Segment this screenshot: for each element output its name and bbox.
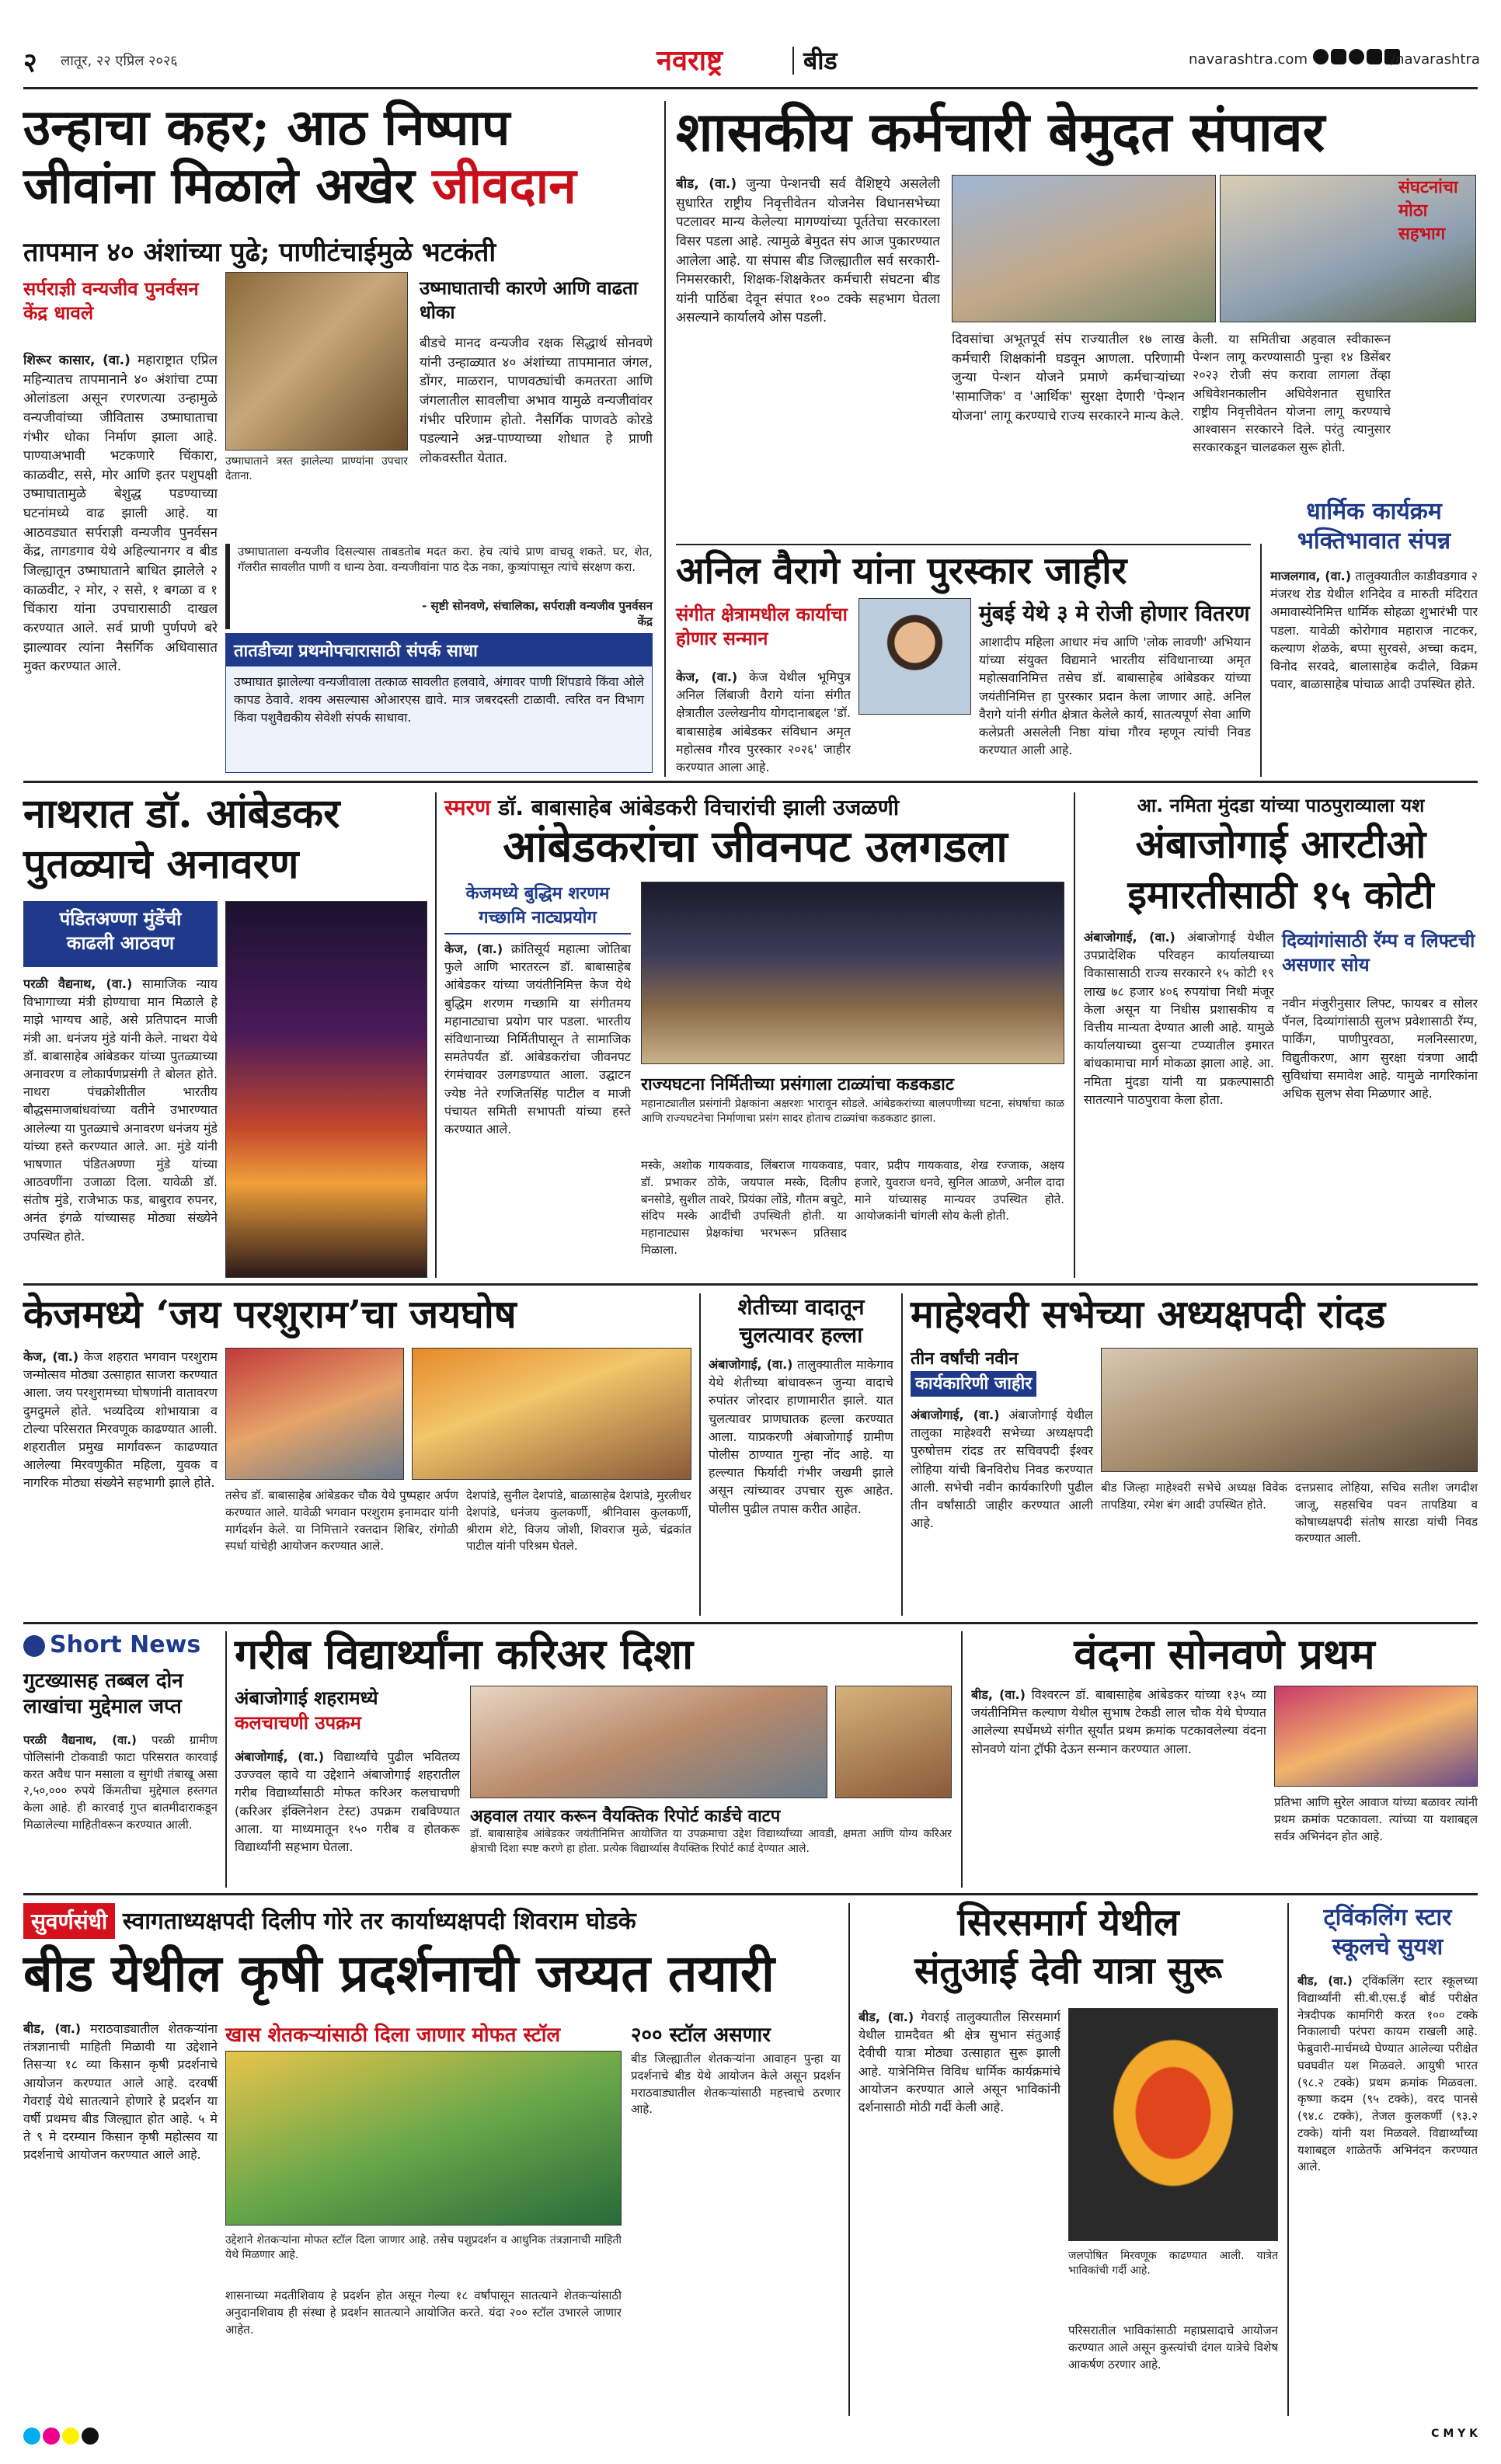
instagram-icon[interactable]	[1331, 49, 1346, 64]
cyan-dot	[23, 2427, 40, 2445]
a13-kicker-text: स्वागताध्यक्षपदी दिलीप गोरे तर कार्याध्यक्षपदी शिवराम घोडके	[122, 1908, 636, 1935]
a6-title: आंबेडकरांचा जीवनपट उलगडला	[503, 821, 1008, 872]
a8-body3: देशपांडे, सुनील देशपांडे, बाळासाहेब देशपांडे, मुरलीधर देशपांडे, धनंजय कुलकर्णी, श्रीनिवास कुलकर्णी, श्रीराम शेटे, विजय जोशी, शिवराज मुळे, चंद्रकांत पाटील यांनी परिश्रम घेतले.	[466, 1488, 691, 1554]
short-body-text: परळी ग्रामीण पोलिसांनी टोकवाडी फाटा परिसरात कारवाई करत अवैध पान मसाला व सुगंधी तंबाखू असा २,५०,००० रुपये किंमतीचा मुद्देमाल हस्तगत केला आहे. ही कारवाई गुप्त बातमीदाराकडून मिळालेल्या माहितीवरून करण्यात आली.	[23, 1733, 218, 1832]
a1-box-title: उष्माघाताची कारणे आणि वाढता धोका	[420, 277, 639, 324]
a2-body1	[676, 175, 940, 540]
divider-a6-a7	[1074, 792, 1075, 1278]
a5-sub-box	[23, 901, 218, 967]
a7-side-title: दिव्यांगांसाठी रॅम्प व लिफ्टची असणार सोय	[1282, 929, 1475, 976]
a11-body-text: विद्यार्थ्यांचे पुढील भवितव्य उज्ज्वल व्हावे या उद्देशाने अंबाजोगाई शहरातील गरीब विद्यार्थ्यांसाठी मोफत करिअर कलचाचणी (करिअर इंक्लिनेशन टेस्ट) उपक्रम राबविण्यात आला. या माध्यमातून १५० गरीब व होतकरू विद्यार्थ्यांनी सहभाग घेतला.	[235, 1749, 460, 1854]
a12-photo-award	[1274, 1686, 1478, 1787]
social-handle[interactable]: /navarashtra	[1391, 51, 1480, 68]
a13-sub2: २०० स्टॉल असणार	[631, 2024, 771, 2047]
a8-body2: तसेच डॉ. बाबासाहेब आंबेडकर चौक येथे पुष्पहार अर्पण करण्यात आले. यावेळी भगवान परशुराम इनामदार यांनी मार्गदर्शन केले. या निमित्ताने रक्तदान शिबिर, रांगोळी स्पर्धा यांचेही आयोजन करण्यात आले.	[225, 1488, 458, 1554]
a12-body2: प्रतिभा आणि सुरेल आवाज यांच्या बळावर त्यांनी प्रथम क्रमांक पटकावला. त्यांच्या या यशाबद्दल सर्वत्र अभिनंदन होत आहे.	[1274, 1795, 1478, 1843]
a13-body	[23, 2020, 218, 2416]
a10-deck-l1: तीन वर्षांची नवीन	[911, 1349, 1019, 1369]
a2-body2: दिवसांचा अभूतपूर्व संप राज्यातील १७ लाख कर्मचारी शिक्षकांनी घडवून आणला. परिणामी जुन्या पेन्शन योजने प्रमाणे कर्मचाऱ्यांच्या 'सामाजिक' व 'आर्थिक' सुरक्षा देणारी 'पेन्शन योजना' लागू करण्याचे राज्य सरकारने मान्य केले.	[952, 332, 1185, 424]
masthead-rule	[23, 87, 1478, 89]
a15-byline: बीड, (वा.)	[1297, 1974, 1353, 1988]
a2-side-title: संघटनांचा मोठा सहभाग	[1398, 177, 1458, 244]
a11-deck-l2: कलचाचणी उपक्रम	[235, 1711, 361, 1735]
a6-caption: महानाट्यातील प्रसंगांनी प्रेक्षकांना अक्षरशः भारावून सोडले. आंबेडकरांच्या बालपणीच्या घटना, संघर्षाचा काळ आणि राज्यघटनेचा निर्माणाचा प्रसंग सादर होताच टाळ्यांचा कडकडाट झाला.	[641, 1098, 1064, 1125]
a3-body1	[676, 668, 851, 777]
divider-a3-a4	[1260, 544, 1262, 777]
rule-row3	[23, 1283, 1478, 1286]
a10-body2: दत्तप्रसाद लोहिया, सचिव सतीश जगदीश जाजू, सहसचिव पवन तापडिया व कोषाध्यक्षपदी संतोष सारडा यांची निवड करण्यात आली.	[1295, 1481, 1478, 1546]
divider-a9-a10	[901, 1293, 903, 1616]
a6-kicker-red: स्मरण	[444, 795, 491, 820]
a5-byline: परळी वैद्यनाथ, (वा.)	[23, 976, 133, 991]
rule-row2	[23, 781, 1478, 783]
a13-caption: उद्देशाने शेतकऱ्यांना मोफत स्टॉल दिला जाणार आहे. तसेच पशुप्रदर्शन व आधुनिक तंत्रज्ञानाची माहिती येथे मिळणार आहे.	[225, 2234, 622, 2261]
short-body	[23, 1732, 218, 1888]
a15-body	[1297, 1973, 1478, 2416]
a14-body2: परिसरातील भाविकांसाठी महाप्रसादाचे आयोजन करण्यात आले असून कुस्त्यांची दंगल यात्रेचे विशेष आकर्षण ठरणार आहे.	[1068, 2323, 1278, 2372]
a11-title: गरीब विद्यार्थ्यांना करिअर दिशा	[235, 1629, 694, 1679]
a9-body	[709, 1356, 893, 1616]
issue-date: लातूर, २२ एप्रिल २०२६	[61, 53, 178, 69]
a14-body-text: गेवराई तालुक्यातील सिरसमार्ग येथील ग्रामदैवत श्री क्षेत्र सुभान संतुआई देवीची यात्रा मोठ्या उत्साहात सुरू झाली आहे. यात्रेनिमित्त विविध धार्मिक कार्यक्रमांचे आयोजन करण्यात आले असून भाविकांनी दर्शनासाठी मोठी गर्दी केली आहे.	[858, 2010, 1060, 2114]
divider-a13-a14	[848, 1903, 850, 2416]
divider-a8-a9	[699, 1293, 701, 1616]
a10-body-text: अंबाजोगाई येथील तालुका माहेश्वरी सभेच्या अध्यक्षपदी पुरुषोत्तम रांदड तर सचिवपदी ईश्वर लोहिया यांची बिनविरोध निवड करण्यात आली. सभेची नवीन कार्यकारिणी पुढील तीन वर्षांसाठी जाहीर करण्यात आली आहे.	[911, 1408, 1093, 1531]
a5-title-l2: पुतळ्याचे अनावरण	[23, 840, 299, 888]
short-news-label-text: Short News	[50, 1631, 201, 1658]
edition-divider	[792, 47, 794, 75]
a9-body-text: तालुक्यातील माकेगाव येथे शेतीच्या बांधावरून जुन्या वादाचे रुपांतर जोरदार हाणामारीत झाले. यात चुलत्यावर प्राणघातक हल्ला करण्यात आला. याप्रकरणी अंबाजोगाई ग्रामीण पोलीस ठाण्यात गुन्हा नोंद आहे. या हल्ल्यात फिर्यादी गंभीर जखमी झाले असून त्यांच्यावर उपचार सुरू आहेत. पोलीस पुढील तपास करीत आहेत.	[709, 1357, 893, 1516]
a11-photo-hall	[835, 1686, 952, 1798]
a10-deck	[911, 1348, 1093, 1397]
a2-byline: बीड, (वा.)	[676, 176, 737, 192]
a12-title: वंदना सोनवणे प्रथम	[1074, 1629, 1375, 1679]
a1-title-line1: उन्हाचा कहर; आठ निष्पाप	[23, 99, 510, 157]
a8-body-text: केज शहरात भगवान परशुराम जन्मोत्सव मोठ्या उत्साहात साजरा करण्यात आला. जय परशुरामच्या घोषणांनी वातावरण दुमदुमले होते. भव्यदिव्य शोभायात्रा व टोल्या परिसरात मिरवणूक काढण्यात आली. शहरातील प्रमुख मार्गांवरून काढण्यात आलेल्या मिरवणुकीत महिला, युवक व नागरिक मोठ्या संख्येने सहभागी झाले होते.	[23, 1349, 218, 1491]
a8-photo-bus	[225, 1348, 404, 1480]
a13-body-text: मराठवाड्यातील शेतकऱ्यांना तंत्रज्ञानाची माहिती मिळावी या उद्देशाने तिसऱ्या १८ व्या किसान कृषी प्रदर्शनाचे आयोजन करण्यात आले आहे. दरवर्षी गेवराई येथे सातत्याने होणारे हे प्रदर्शन या वर्षी प्रथमच बीड जिल्ह्यात होत आहे. ५ मे ते ९ मे दरम्यान किसान कृषी महोत्सव या प्रदर्शनाचे आयोजन करण्यात आले आहे.	[23, 2021, 218, 2163]
a2-title: शासकीय कर्मचारी बेमुदत संपावर	[676, 99, 1325, 164]
a1-body1-text: महाराष्ट्रात एप्रिल महिन्यातच तापमानाने ४० अंशांचा टप्पा ओलांडला असून रणरणत्या उन्हामुळे वन्यजीवांच्या जीवितास उष्माघाताचा गंभीर धोका निर्माण झाला आहे. पाण्याअभावी भटकणारे चिंकारा, काळवीट, ससे, मोर आणि इतर पशुपक्षी उष्माघातामुळे बेशुद्ध पडण्याच्या घटनांमध्ये वाढ झाली आहे. या आठवड्यात सर्पराज्ञी वन्यजीव पुनर्वसन केंद्र, तागडगाव येथे अहिल्यानगर व बीड जिल्ह्यातून उष्माघाताने बाधित झालेले २ काळवीट, २ मोर, २ ससे, १ बगळा व १ चिंकारा यांना उपचारासाठी दाखल करण्यात आले. सर्व प्राणी पुर्णपणे बरे झाल्यावर त्यांना नैसर्गिक अधिवासात मुक्त करण्यात आले.	[23, 353, 218, 675]
rule-row4	[23, 1622, 1478, 1624]
a13-body2: शासनाच्या मदतीशिवाय हे प्रदर्शन होत असून गेल्या १८ वर्षांपासून सातत्याने शेतकऱ्यांसाठी अनुदानशिवाय ही संस्था हे प्रदर्शन सातत्याने आयोजित करते. यंदा २०० स्टॉल उभारले जाणार आहेत.	[225, 2288, 622, 2337]
a9-title-l2: चुलत्यावर हल्ला	[739, 1322, 863, 1349]
a9-title-l1: शेतीच्या वादातून	[737, 1294, 865, 1320]
a3-photo-portrait	[858, 598, 971, 715]
a8-byline: केज, (वा.)	[23, 1349, 79, 1364]
rule-a3-top	[676, 544, 1251, 545]
yellow-dot	[62, 2427, 79, 2445]
a15-body-text: ट्विंकलिंग स्टार स्कूलच्या विद्यार्थ्यांनी सी.बी.एस.ई बोर्ड परीक्षेत नेत्रदीपक कामगिरी करत १०० टक्के निकालाची परंपरा कायम राखली आहे. फेब्रुवारी-मार्चमध्ये घेण्यात आलेल्या परीक्षेत घवघवीत यश मिळवले. आयुषी भारत (९८.२ टक्के) प्रथम क्रमांक मिळवला. कृष्णा कदम (९५ टक्के), वरद पानसे (९४.८ टक्के), तेजल कुलकर्णी (९३.२ टक्के) यांनी यश मिळवले. विद्यार्थ्यांच्या यशाबद्दल शाळेतर्फे अभिनंदन करण्यात आले.	[1297, 1974, 1478, 2174]
a6-deck-l1: केजमध्ये बुद्धिम शरणम	[465, 883, 610, 903]
a1-title-line2b: जीवदान	[432, 157, 576, 215]
a1-deck: तापमान ४० अंशांच्या पुढे; पाणीटंचाईमुळे भटकंती	[23, 237, 496, 268]
a12-body	[971, 1686, 1266, 1888]
black-dot	[82, 2427, 99, 2445]
a6-body-text: क्रांतिसूर्य महात्मा जोतिबा फुले आणि भारतरत्न डॉ. बाबासाहेब आंबेडकर यांच्या जयंतीनिमित्त केज येथे बुद्धिम शरणम गच्छामि या संगीतमय महानाट्याचा प्रयोग पार पडला. भारतीय संविधानाच्या निर्मितीपासून ते सामाजिक समतेपर्यंत डॉ. आंबेडकरांचा जीवनपट रंगमंचावर उलगडण्यात आला. उद्घाटन ज्येष्ठ नेते रणजितसिंह पाटील व माजी पंचायत समिती सभापती यांच्या हस्ते करण्यात आले.	[444, 941, 631, 1136]
a6-deck	[444, 882, 631, 934]
edition-name: बीड	[803, 46, 838, 75]
youtube-icon[interactable]	[1367, 49, 1382, 64]
a1-quote-text: उष्माघाताला वन्यजीव दिसल्यास ताबडतोब मदत करा. हेच त्यांचे प्राण वाचवू शकते. घर, शेत, गॅलरीत सावलीत पाणी व धान्य ठेवा. वन्यजीवांना पाठ देऊ नका, कुत्र्यांपासून त्यांचे संरक्षण करा.	[238, 545, 653, 575]
divider-a11-a12	[961, 1631, 963, 1888]
a6-byline: केज, (वा.)	[444, 941, 503, 956]
a6-body3: पवार, प्रदीप गायकवाड, शेख रज्जाक, अक्षय हजारे, युवराज धनवे, सुनिल आळणे, अनील दादा माने यांच्यासह मान्यवर उपस्थित होते. आयोजकांनी चांगली सोय केली होती.	[855, 1158, 1064, 1223]
a7-body	[1084, 928, 1274, 1278]
a10-photo-group	[1101, 1348, 1478, 1472]
a15-title	[1297, 1903, 1478, 1961]
a4-body-text: तालुक्यातील काडीवडगाव २ मंजरथ रोड येथील शनिदेव व मारुती मंदिरात अमावास्येनिमित्त धार्मिक सोहळा शुभारंभी पार पडला. यावेळी कोरोगाव महाराज नाटकर, कल्याण शेळके, बप्पा सुरवसे, अच्चा कदम, विनोद सरवदे, बालासाहेब कदीले, विक्रम पवार, बाळासाहेब पांचाळ आदी उपस्थित होते.	[1270, 569, 1478, 692]
a11-caption: डॉ. बाबासाहेब आंबेडकर जयंतीनिमित्त आयोजित या उपक्रमाचा उद्देश विद्यार्थ्यांच्या आवडी, क्षमता आणि योग्य करिअर क्षेत्राची दिशा स्पष्ट करणे हा होता. प्रत्येक विद्यार्थ्यास वैयक्तिक रिपोर्ट कार्ड देण्यात आले.	[470, 1828, 952, 1855]
a11-photo-students	[470, 1686, 827, 1798]
short-title: गुटख्यासह तब्बल दोन लाखांचा मुद्देमाल जप्त	[23, 1669, 183, 1718]
a1-byline: शिरूर कासार, (वा.)	[23, 353, 131, 368]
site-url[interactable]: navarashtra.com	[1189, 51, 1308, 68]
a2-photo-strike	[952, 175, 1216, 322]
a7-body-text: अंबाजोगाई येथील उपप्रादेशिक परिवहन कार्यालयाच्या विकासासाठी राज्य सरकारने १५ कोटी १९ लाख ७८ हजार ४०६ रुपयांचा निधी मंजूर केला असून या निधीस प्रशासकीय व वित्तीय मान्यता देण्यात आली आहे. यामुळे कार्यालयाच्या दुसऱ्या टप्प्यातील इमारत बांधकामाचा मार्ग मोकळा झाला आहे. आ. नमिता मुंदडा यांनी या प्रकल्पासाठी सातत्याने पाठपुरावा केला होता.	[1084, 930, 1274, 1107]
a9-title	[709, 1293, 893, 1350]
divider-a5-a6	[435, 792, 437, 1278]
a12-byline: बीड, (वा.)	[971, 1687, 1026, 1702]
a10-byline: अंबाजोगाई, (वा.)	[911, 1408, 1000, 1422]
a12-body-text: विश्वरत्न डॉ. बाबासाहेब आंबेडकर यांच्या १३५ व्या जयंतीनिमित्त कल्याण येथील सुभाष टेकडी लाल चौक येथे घेण्यात आलेल्या स्पर्धेमध्ये संगीत सूर्यांत प्रथम क्रमांक पटकावलेल्या वंदना सोनवणे यांना ट्रॉफी देऊन सन्मान करण्यात आला.	[971, 1687, 1266, 1756]
cmyk-marks	[23, 2427, 334, 2451]
a1-side-sub: सर्पराज्ञी वन्यजीव पुनर्वसन केंद्र धावले	[23, 277, 199, 325]
facebook-icon[interactable]	[1313, 49, 1329, 64]
a13-sub1: खास शेतकऱ्यांसाठी दिला जाणार मोफत स्टॉल	[225, 2024, 561, 2047]
a8-title: केजमध्ये ‘जय परशुराम’चा जयघोष	[23, 1291, 517, 1337]
a11-byline: अंबाजोगाई, (वा.)	[235, 1749, 325, 1764]
a11-deck	[235, 1686, 460, 1736]
a6-body	[444, 940, 631, 1278]
a10-title: माहेश्वरी सभेच्या अध्यक्षपदी रांदड	[911, 1291, 1386, 1337]
a1-contact-box	[225, 633, 653, 773]
a5-photo-statue	[225, 901, 427, 1278]
a14-title-l2: संतुआई देवी यात्रा सुरू	[914, 1949, 1223, 1992]
a1-photo-caption: उष्माघाताने त्रस्त झालेल्या प्राण्यांना उपचार देताना.	[225, 455, 408, 482]
a14-caption: जलपोषित मिरवणूक काढण्यात आली. यात्रेत भाविकांची गर्दी आहे.	[1068, 2250, 1278, 2277]
a1-contact-body: उष्माघात झालेल्या वन्यजीवाला तत्काळ सावलीत हलवावे, अंगावर पाणी शिंपडावे किंवा ओले कापड ठेवावे. शक्य असल्यास ओआरएस द्यावे. मात्र जबरदस्ती टाळावी. त्वरित वन विभाग किंवा पशुवैद्यकीय सेवेशी संपर्क साधावा.	[234, 674, 644, 726]
masthead	[23, 39, 1478, 85]
a6-caption-title: राज्यघटना निर्मितीच्या प्रसंगाला टाळ्यांचा कडकडाट	[641, 1074, 954, 1095]
a15-title-l2: स्कूलचे सुयश	[1332, 1933, 1444, 1961]
a5-title-l1: नाथरात डॉ. आंबेडकर	[23, 790, 340, 837]
a14-photo-deity	[1068, 2008, 1278, 2241]
a6-body2: मस्के, अशोक गायकवाड, लिंबराज गायकवाड, डॉ. प्रभाकर ठोके, जयपाल मस्के, दिलीप बनसोडे, सुशील तावरे, प्रियंका लोंडे, गौतम बचुटे, संदिप मस्के आदींची उपस्थिती होती. या महानाट्यास प्रेक्षकांचा भरभरून प्रतिसाद मिळाला.	[641, 1158, 847, 1257]
a10-body	[911, 1406, 1093, 1616]
a13-body3: बीड जिल्ह्यातील शेतकऱ्यांना आवाहन पुन्हा या प्रदर्शनाचे बीड येथे आयोजन केले असून प्रदर्शन मराठवाड्यातील शेतकऱ्यांसाठी महत्त्वाचे ठरणार आहे.	[631, 2052, 841, 2117]
a1-title-line2a: जीवांना मिळाले अखेर	[23, 157, 433, 215]
a2-body3: केली. या समितीचा अहवाल स्वीकारून पेन्शन लागू करण्यासाठी पुन्हा १४ डिसेंबर २०२३ रोजी संप करावा लागला तेंव्हा अधिवेशनकालीन अधिवेशनात सुधारित राष्ट्रीय निवृत्तीवेतन योजना लागू करण्याचे आश्वासन सरकारने दिले. परंतु त्यानुसार सरकारकडून चालढकल सुरू होती.	[1193, 332, 1391, 455]
short-news-icon	[23, 1635, 45, 1657]
a6-kicker-text: डॉ. बाबासाहेब आंबेडकरी विचारांची झाली उजळणी	[498, 795, 900, 820]
a7-side-body: नवीन मंजुरीनुसार लिफ्ट, फायबर व सोलर पॅनल, दिव्यांगांसाठी सुलभ प्रवेशासाठी रॅम्प, पार्किंग, पाणीपुरवठा, मलनिस्सारण, विद्युतीकरण, आग सुरक्षा यंत्रणा आदी सुविधांचा समावेश आहे. यामुळे नागरिकांना अधिक सुलभ सेवा मिळणार आहे.	[1282, 996, 1478, 1101]
a1-title-line2	[23, 159, 660, 213]
a7-kicker: आ. नमिता मुंदडा यांच्या पाठपुराव्याला यश	[1137, 795, 1425, 816]
a8-body	[23, 1348, 218, 1616]
a14-title-l1: सिरसमार्ग येथील	[957, 1901, 1179, 1944]
a3-body1-text: केज येथील भूमिपुत्र अनिल लिंबाजी वैरागे यांना संगीत क्षेत्रातील उल्लेखनीय योगदानाबद्दल 'डॉ. बाबासाहेब आंबेडकर संविधान अमृत महोत्सव गौरव पुरस्कार २०२६' जाहीर करण्यात आला आहे.	[676, 670, 851, 774]
a5-sub-l2: काढली आठवण	[66, 932, 175, 955]
a13-title: बीड येथील कृषी प्रदर्शनाची जय्यत तयारी	[23, 1943, 775, 2003]
a15-title-l1: ट्विंकलिंग स्टार	[1323, 1904, 1452, 1931]
a5-body-text: सामाजिक न्याय विभागाच्या मंत्री होण्याचा मान मिळाले हे माझे भाग्यच आहे, असे प्रतिपादन माजी मंत्री आ. धनंजय मुंडे यांनी केले. नाथरा येथे डॉ. बाबासाहेब आंबेडकर यांच्या पुतळ्याच्या अनावरण व लोकार्पणप्रसंगी ते बोलत होते. नाथरा पंचक्रोशीतील भारतीय बौद्धसमाजबांधवांच्या वतीने उभारण्यात आलेल्या या पुतळ्याचे अनावरण धनंजय मुंडे यांच्या हस्ते करण्यात आले. आ. मुंडे यांनी भाषणात पंडितअण्णा मुंडे यांच्या आठवणींना उजाळा दिला. यावेळी डॉ. संतोष मुंडे, राजेभाऊ फड, बाबुराव रुपनर, अनंत इंगळे यांच्यासह मोठ्या संख्येने उपस्थित होते.	[23, 976, 218, 1244]
a8-photo-procession	[412, 1348, 691, 1480]
a3-deck: संगीत क्षेत्रामधील कार्याचा होणार सन्मान	[676, 603, 848, 650]
a10-caption: बीड जिल्हा माहेश्वरी सभेचे अध्यक्ष विवेक तापडिया, रमेश बंग आदी उपस्थित होते.	[1101, 1481, 1287, 1512]
magenta-dot	[43, 2427, 60, 2445]
divider-short-a11	[225, 1631, 227, 1888]
a1-contact-title: तातडीच्या प्रथमोपचारासाठी संपर्क साधा	[226, 634, 652, 666]
a6-deck-l2: गच्छामि नाट्यप्रयोग	[479, 907, 597, 927]
a11-body	[235, 1748, 460, 1888]
brand-logo: नवराष्ट्र	[656, 44, 723, 77]
cmyk-label: C M Y K	[1431, 2427, 1478, 2440]
a13-photo-banner	[225, 2051, 622, 2226]
a10-deck-l2: कार्यकारिणी जाहीर	[911, 1371, 1036, 1397]
a13-kicker	[23, 1903, 839, 1942]
a14-byline: बीड, (वा.)	[858, 2010, 914, 2024]
a1-quote-author: - सृष्टी सोनवणे, संचालिका, सर्पराज्ञी वन्यजीव पुनर्वसन केंद्र	[422, 599, 653, 629]
page-number: २	[23, 47, 37, 78]
a6-kicker	[444, 792, 1066, 822]
a11-caption-title: अहवाल तयार करून वैयक्तिक रिपोर्ट कार्डचे वाटप	[470, 1806, 781, 1826]
a1-photo-deer	[225, 272, 408, 451]
a5-body	[23, 975, 218, 1278]
a7-byline: अंबाजोगाई, (वा.)	[1084, 930, 1175, 945]
a3-title: अनिल वैरागे यांना पुरस्कार जाहीर	[676, 549, 1127, 593]
a9-byline: अंबाजोगाई, (वा.)	[709, 1357, 793, 1372]
a2-body1-text: जुन्या पेन्शनची सर्व वैशिष्ट्ये असलेली सुधारित राष्ट्रीय निवृत्तीवेतन योजनेस विधानसभेच्या पटलावर मान्य केलेल्या मागण्यांच्या पूर्ततेचा सरकारला विसर पडला आहे. त्यामुळे बेमुदत संप आज पुकारण्यात आलेला आहे. या संपास बीड जिल्ह्यातील सर्व सरकारी-निमसरकारी, शिक्षक-शिक्षकेतर कर्मचारी संघटना बीड यांनी पाठिंबा देवून संपात १०० टक्के सहभाग घेतला असल्याने कार्यालये ओस पडली.	[676, 176, 940, 326]
a11-deck-l1: अंबाजोगाई शहरामध्ये	[235, 1686, 378, 1709]
social-icons[interactable]	[1313, 49, 1400, 68]
a5-sub-l1: पंडितअण्णा मुंडेंची	[59, 908, 182, 930]
a1-body2: बीडचे मानद वन्यजीव रक्षक सिद्धार्थ सोनवणे यांनी उन्हाळ्यात ४० अंशांच्या तापमानात जंगल, डोंगर, माळरान, पाणवठ्यांची कमतरता आणि जंगलातील सावलीचा अभाव यामुळे वन्यजीवांवर गंभीर परिणाम होतो. नैसर्गिक पाणवठे कोरडे पडल्याने अन्न-पाण्याच्या शोधात हे प्राणी लोकवस्तीत येतात.	[420, 336, 653, 466]
rule-row5	[23, 1893, 1478, 1895]
a4-title: धार्मिक कार्यक्रम भक्तिभावात संपन्न	[1297, 498, 1451, 555]
a3-byline: केज, (वा.)	[676, 670, 738, 684]
a7-title-l2: इमारतीसाठी १५ कोटी	[1127, 872, 1434, 917]
divider-a1-a2	[664, 101, 666, 777]
short-byline: परळी वैद्यनाथ, (वा.)	[23, 1733, 137, 1747]
divider-a14-a15	[1287, 1903, 1289, 2416]
a4-body	[1270, 567, 1478, 777]
a4-byline: माजलगाव, (वा.)	[1270, 569, 1352, 583]
a13-byline: बीड, (वा.)	[23, 2021, 82, 2036]
a3-sub: मुंबई येथे ३ मे रोजी होणार वितरण	[979, 600, 1250, 626]
x-icon[interactable]	[1349, 49, 1364, 64]
a14-body	[858, 2008, 1060, 2416]
a7-title-l1: अंबाजोगाई आरटीओ	[1135, 821, 1426, 867]
a6-photo-stage	[641, 882, 1064, 1064]
a13-kicker-red: सुवर्णसंधी	[23, 1903, 115, 1939]
a3-body2: आशादीप महिला आधार मंच आणि 'लोक लावणी' अभियान यांच्या संयुक्त विद्यमाने भारतीय संविधानाच्या अमृत महोत्सवानिमित्त तसेच डॉ. बाबासाहेब आंबेडकर यांच्या जयंतीनिमित्त हा पुरस्कार प्रदान केला जाणार आहे. अनिल वैरागे यांनी संगीत क्षेत्रात केलेले कार्य, सातत्यपूर्ण सेवा आणि कलेप्रती असलेली निष्ठा यांचा गौरव म्हणून त्यांची निवड करण्यात आली आहे.	[979, 635, 1251, 758]
short-news-label	[23, 1631, 218, 1664]
